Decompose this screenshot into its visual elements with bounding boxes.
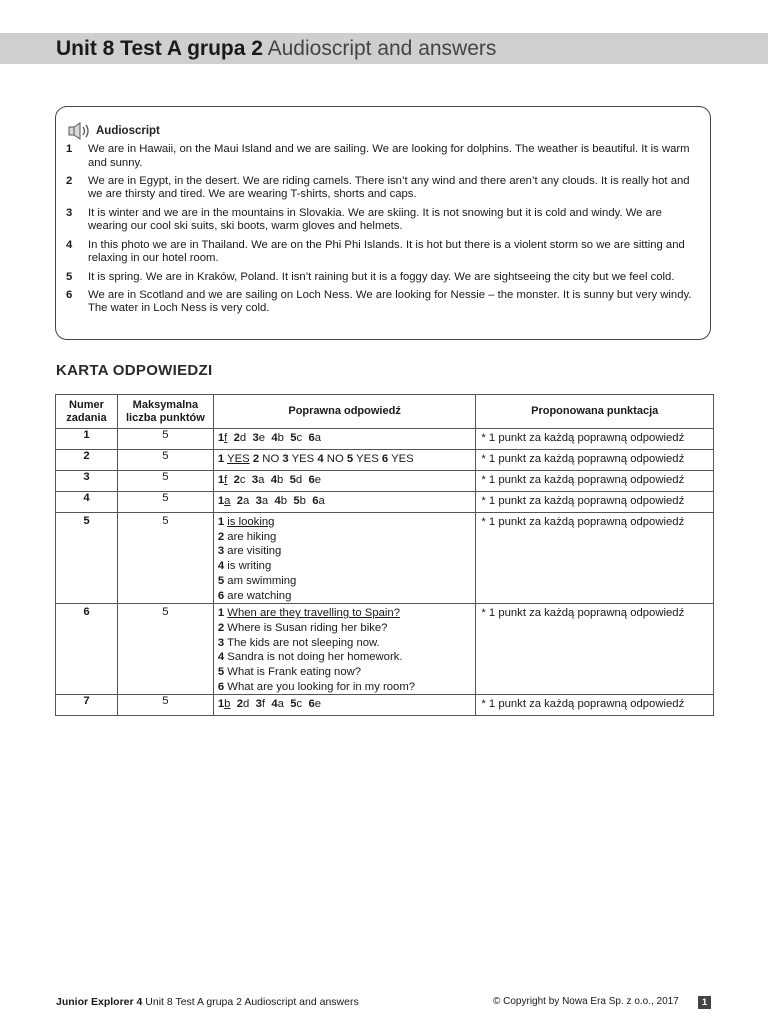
answer-number: 5 bbox=[217, 574, 225, 587]
audioscript-line bbox=[66, 239, 702, 266]
scoring-note: * 1 punkt za każdą poprawną odpowiedź bbox=[476, 492, 714, 513]
answer-value: YES bbox=[291, 453, 315, 465]
footer-brand: Junior Explorer 4 bbox=[56, 996, 143, 1008]
header-max-points bbox=[117, 395, 213, 429]
title-bold: Unit 8 Test A grupa 2 bbox=[56, 37, 263, 60]
max-points: 5 bbox=[117, 429, 213, 450]
header-correct-answer: Poprawna odpowiedź bbox=[213, 395, 476, 429]
answer-value: e bbox=[314, 474, 322, 486]
correct-answer bbox=[213, 695, 476, 716]
answer-value: a bbox=[277, 698, 284, 711]
answer-value: is writing bbox=[227, 560, 272, 573]
answer-number: 6 bbox=[381, 453, 389, 465]
answer-line bbox=[218, 515, 476, 530]
audioscript-line bbox=[66, 289, 702, 316]
answer-value: am swimming bbox=[227, 574, 297, 587]
line-number: 4 bbox=[66, 238, 73, 251]
line-text: It is spring. We are in Kraków, Poland. It isn’t raining but it is a foggy day. We are sightseeing the city but we feel cold. bbox=[88, 270, 675, 283]
correct-answer bbox=[213, 471, 476, 492]
scoring-note: * 1 punkt za każdą poprawną odpowiedź bbox=[476, 513, 714, 604]
answer-number: 4 bbox=[270, 474, 277, 486]
line-number: 3 bbox=[66, 206, 73, 219]
answer-value: a bbox=[243, 495, 250, 507]
answer-number: 3 bbox=[255, 495, 262, 507]
scoring-note: * 1 punkt za każdą poprawną odpowiedź bbox=[476, 450, 714, 471]
audioscript-lines bbox=[66, 143, 702, 321]
max-points: 5 bbox=[117, 450, 213, 471]
answer-number: 4 bbox=[317, 453, 324, 465]
answer-value: a bbox=[224, 495, 231, 507]
answer-number: 4 bbox=[271, 698, 278, 711]
header-text: liczba punktów bbox=[125, 411, 205, 424]
answer-value: e bbox=[258, 432, 266, 444]
answer-number: 5 bbox=[290, 698, 297, 711]
answer-value: YES bbox=[227, 453, 250, 465]
audioscript-line bbox=[66, 143, 702, 170]
answer-number: 6 bbox=[308, 432, 315, 444]
answer-number: 2 bbox=[217, 621, 225, 634]
answer-number: 2 bbox=[236, 698, 244, 711]
max-points: 5 bbox=[117, 471, 213, 492]
answer-number: 4 bbox=[271, 432, 278, 444]
max-points: 5 bbox=[117, 492, 213, 513]
answer-number: 3 bbox=[255, 698, 262, 711]
answer-value: b bbox=[276, 474, 284, 486]
answer-value: Where is Susan riding her bike? bbox=[227, 621, 388, 634]
answer-table bbox=[55, 394, 714, 716]
answer-number: 1 bbox=[217, 453, 225, 465]
answer-value: YES bbox=[356, 453, 379, 465]
answer-number: 5 bbox=[290, 432, 297, 444]
answer-number: 2 bbox=[236, 495, 244, 507]
table-row bbox=[56, 513, 714, 604]
line-text: In this photo we are in Thailand. We are on the Phi Phi Islands. It is hot but there is a violent storm so we are sitting and relaxing in our hotel room. bbox=[88, 238, 685, 265]
answer-value: a bbox=[314, 432, 322, 444]
answer-value: is looking bbox=[227, 516, 275, 528]
correct-answer bbox=[213, 492, 476, 513]
answer-value: a bbox=[258, 474, 265, 486]
audioscript-line bbox=[66, 271, 702, 285]
answer-value: b bbox=[299, 495, 306, 507]
answer-line bbox=[218, 589, 476, 604]
table-row bbox=[56, 429, 714, 450]
answer-value: YES bbox=[391, 453, 414, 465]
audioscript-label: Audioscript bbox=[96, 125, 160, 137]
answer-line bbox=[218, 606, 476, 621]
answer-number: 1 bbox=[217, 516, 225, 528]
answer-value: What are you looking for in my room? bbox=[227, 680, 416, 693]
answer-line bbox=[218, 559, 476, 574]
table-row bbox=[56, 450, 714, 471]
answer-number: 3 bbox=[217, 636, 225, 649]
table-row bbox=[56, 604, 714, 695]
answer-value: What is Frank eating now? bbox=[227, 666, 362, 679]
answer-number: 3 bbox=[217, 545, 225, 558]
task-number: 7 bbox=[56, 695, 118, 716]
task-number: 4 bbox=[56, 492, 118, 513]
answer-value: f bbox=[261, 698, 266, 711]
answer-number: 5 bbox=[217, 666, 225, 679]
answer-value: a bbox=[261, 495, 269, 507]
answer-number: 3 bbox=[282, 453, 289, 465]
answer-value: NO bbox=[262, 453, 280, 465]
answer-value: c bbox=[239, 474, 246, 486]
task-number: 3 bbox=[56, 471, 118, 492]
line-text: It is winter and we are in the mountains in Slovakia. We are skiing. It is not snowing but it is cold and windy. We are wearing our cool ski suits, ski boots, warm gloves and helmets. bbox=[88, 206, 662, 233]
page-number: 1 bbox=[698, 996, 711, 1009]
header-task-number bbox=[56, 395, 118, 429]
answer-value: c bbox=[296, 432, 303, 444]
answer-line bbox=[218, 636, 476, 651]
answer-key-heading: KARTA ODPOWIEDZI bbox=[56, 362, 213, 379]
scoring-note: * 1 punkt za każdą poprawną odpowiedź bbox=[476, 604, 714, 695]
answer-value: d bbox=[243, 698, 250, 711]
answer-value: c bbox=[296, 698, 303, 711]
answer-number: 4 bbox=[217, 651, 225, 664]
header-scoring: Proponowana punktacja bbox=[476, 395, 714, 429]
answer-line bbox=[218, 680, 476, 695]
line-text: We are in Scotland and we are sailing on Loch Ness. We are looking for Nessie – the monster. It is sunny but very windy. The water in Loch Ness is very cold. bbox=[88, 288, 692, 315]
audioscript-header bbox=[68, 122, 160, 140]
table-header-row bbox=[56, 395, 714, 429]
answer-value: are visiting bbox=[227, 545, 282, 558]
answer-line bbox=[218, 621, 476, 636]
audioscript-line bbox=[66, 207, 702, 234]
task-number: 6 bbox=[56, 604, 118, 695]
correct-answer bbox=[213, 429, 476, 450]
answer-number: 4 bbox=[274, 495, 281, 507]
line-text: We are in Hawaii, on the Maui Island and we are sailing. We are looking for dolphins. The weather is beautiful. It is warm and sunny. bbox=[88, 143, 690, 169]
answer-value: b bbox=[277, 432, 284, 444]
answer-number: 6 bbox=[217, 680, 225, 693]
max-points: 5 bbox=[117, 604, 213, 695]
page-title bbox=[56, 36, 496, 62]
footer-subtitle: Unit 8 Test A grupa 2 Audioscript and answers bbox=[145, 996, 359, 1008]
answer-line bbox=[218, 530, 476, 545]
audioscript-line bbox=[66, 175, 702, 202]
answer-number: 2 bbox=[252, 453, 260, 465]
answer-number: 1 bbox=[217, 495, 225, 507]
header-text: Maksymalna bbox=[132, 398, 199, 411]
answer-value: The kids are not sleeping now. bbox=[227, 636, 380, 649]
answer-number: 6 bbox=[217, 589, 225, 602]
answer-number: 5 bbox=[289, 474, 296, 486]
answer-number: 6 bbox=[308, 698, 315, 711]
answer-line bbox=[218, 665, 476, 680]
answer-number: 2 bbox=[233, 432, 240, 444]
answer-number: 3 bbox=[252, 432, 259, 444]
speaker-icon bbox=[68, 122, 92, 140]
answer-number: 5 bbox=[293, 495, 300, 507]
line-text: We are in Egypt, in the desert. We are riding camels. There isn’t any wind and there aren’t any clouds. It is really hot and we are thirsty and tired. We are wearing T-shirts, shorts and caps. bbox=[88, 174, 690, 201]
answer-value: are hiking bbox=[227, 530, 277, 543]
correct-answer bbox=[213, 450, 476, 471]
correct-answer bbox=[213, 604, 476, 695]
answer-number: 6 bbox=[308, 474, 315, 486]
answer-number: 1 bbox=[217, 698, 225, 711]
table-row bbox=[56, 471, 714, 492]
answer-value: NO bbox=[326, 453, 344, 465]
answer-value: d bbox=[295, 474, 303, 486]
line-number: 5 bbox=[66, 270, 73, 283]
answer-value: e bbox=[314, 698, 322, 711]
footer-copyright: © Copyright by Nowa Era Sp. z o.o., 2017 bbox=[493, 996, 679, 1007]
answer-line bbox=[218, 650, 476, 665]
line-number: 1 bbox=[66, 143, 73, 155]
answer-value: When are they travelling to Spain? bbox=[227, 607, 400, 620]
header-text: Numer bbox=[69, 398, 104, 411]
line-number: 6 bbox=[66, 288, 73, 301]
scoring-note: * 1 punkt za każdą poprawną odpowiedź bbox=[476, 429, 714, 450]
task-number: 1 bbox=[56, 429, 118, 450]
answer-value: b bbox=[280, 495, 288, 507]
task-number: 2 bbox=[56, 450, 118, 471]
scoring-note: * 1 punkt za każdą poprawną odpowiedź bbox=[476, 695, 714, 716]
answer-value: are watching bbox=[227, 589, 292, 602]
answer-value: d bbox=[239, 432, 247, 444]
table-row bbox=[56, 695, 714, 716]
answer-number: 2 bbox=[217, 530, 225, 543]
answer-line bbox=[218, 544, 476, 559]
max-points: 5 bbox=[117, 513, 213, 604]
answer-number: 4 bbox=[217, 560, 225, 573]
task-number: 5 bbox=[56, 513, 118, 604]
max-points: 5 bbox=[117, 695, 213, 716]
answer-number: 3 bbox=[251, 474, 259, 486]
answer-number: 5 bbox=[346, 453, 354, 465]
answer-value: b bbox=[224, 698, 231, 711]
answer-value: a bbox=[318, 495, 325, 507]
title-light: Audioscript and answers bbox=[267, 37, 497, 60]
answer-value: f bbox=[224, 474, 228, 486]
audioscript-box bbox=[55, 106, 711, 340]
answer-line bbox=[218, 574, 476, 589]
answer-value: f bbox=[224, 432, 228, 444]
table-row bbox=[56, 492, 714, 513]
answer-number: 1 bbox=[217, 432, 225, 444]
scoring-note: * 1 punkt za każdą poprawną odpowiedź bbox=[476, 471, 714, 492]
footer-left bbox=[56, 996, 359, 1008]
answer-number: 6 bbox=[312, 495, 319, 507]
answer-number: 1 bbox=[217, 474, 225, 486]
answer-value: Sandra is not doing her homework. bbox=[227, 651, 403, 664]
correct-answer bbox=[213, 513, 476, 604]
answer-number: 2 bbox=[233, 474, 240, 486]
header-text: zadania bbox=[66, 411, 107, 424]
line-number: 2 bbox=[66, 174, 73, 187]
answer-number: 1 bbox=[217, 607, 225, 620]
